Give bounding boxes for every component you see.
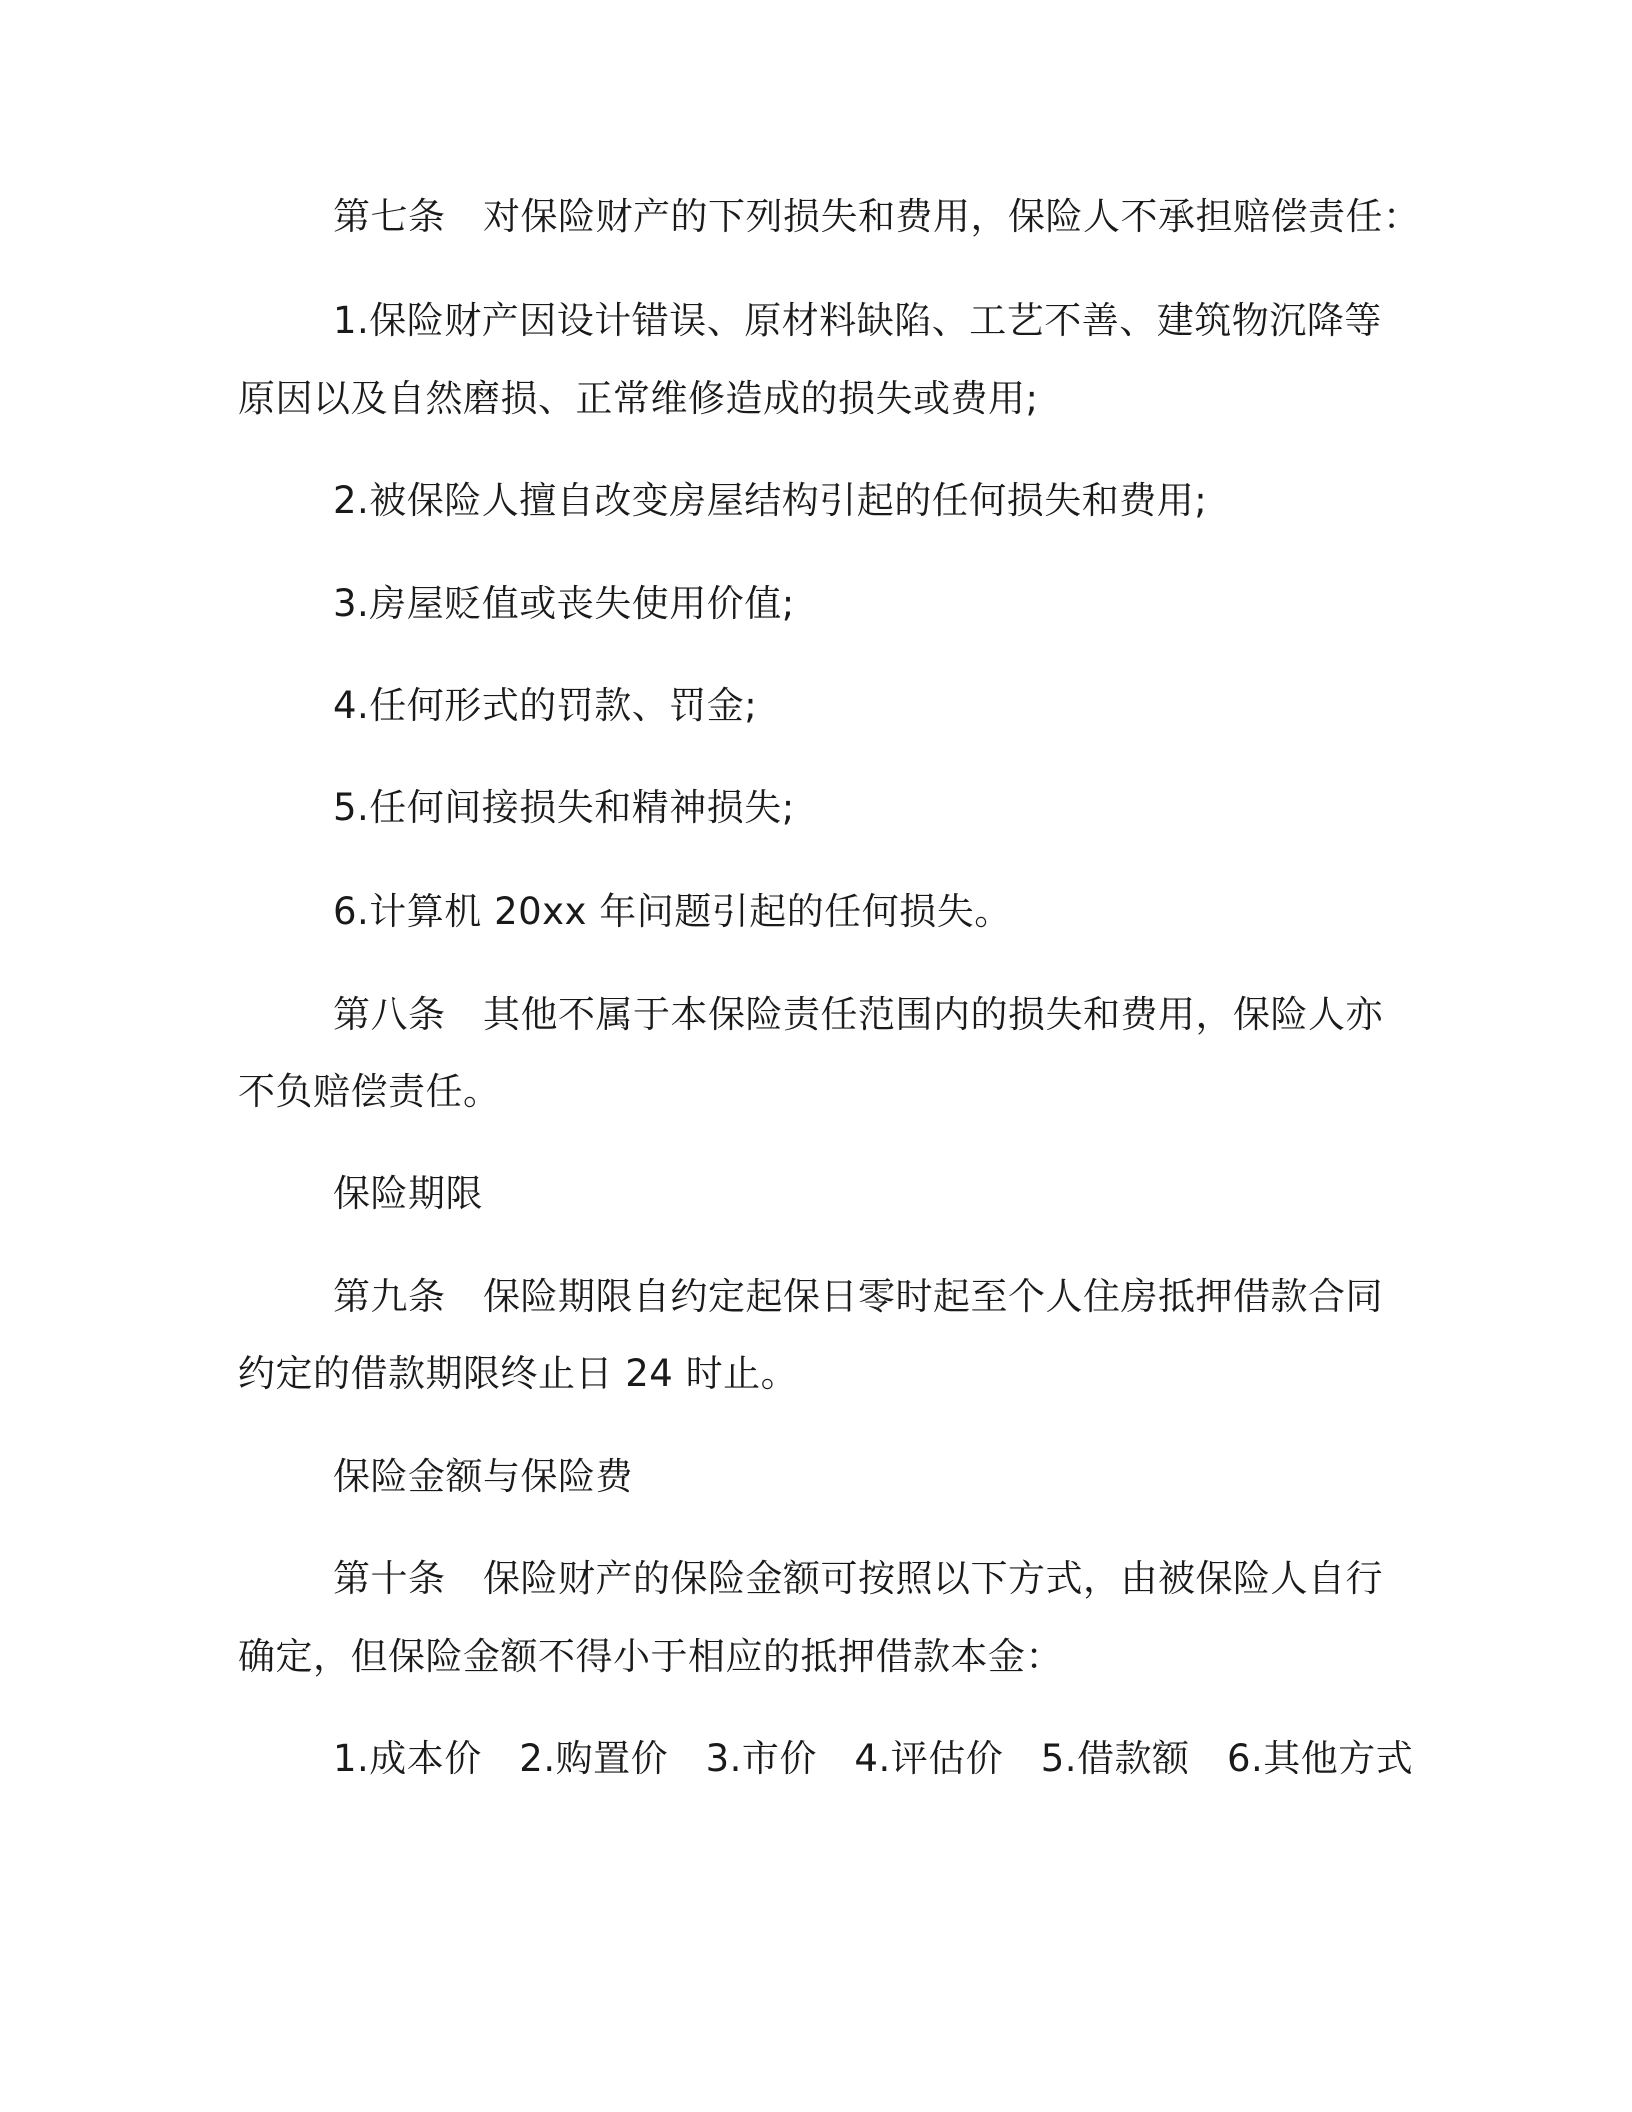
article-9-line-1: 第九条 保险期限自约定起保日零时起至个人住房抵押借款合同 <box>333 1275 1383 1318</box>
article-10-line-2: 确定，但保险金额不得小于相应的抵押借款本金： <box>238 1635 1063 1678</box>
article-9-line-2: 约定的借款期限终止日 24 时止。 <box>238 1352 799 1395</box>
article-7-item-3: 3.房屋贬值或丧失使用价值; <box>333 582 795 625</box>
article-10-line-1: 第十条 保险财产的保险金额可按照以下方式，由被保险人自行 <box>333 1557 1383 1600</box>
article-7-item-5: 5.任何间接损失和精神损失; <box>333 786 795 829</box>
article-7-item-1-line-2: 原因以及自然磨损、正常维修造成的损失或费用; <box>238 377 1039 420</box>
article-8-line-2: 不负赔偿责任。 <box>238 1070 501 1113</box>
section-heading-insurance-period: 保险期限 <box>333 1172 483 1215</box>
article-10-options: 1.成本价 2.购置价 3.市价 4.评估价 5.借款额 6.其他方式 <box>333 1737 1414 1780</box>
article-7-item-6: 6.计算机 20xx 年问题引起的任何损失。 <box>333 890 1012 933</box>
section-heading-amount-and-premium: 保险金额与保险费 <box>333 1455 633 1498</box>
article-8-line-1: 第八条 其他不属于本保险责任范围内的损失和费用，保险人亦 <box>333 993 1383 1036</box>
article-7-item-2: 2.被保险人擅自改变房屋结构引起的任何损失和费用; <box>333 479 1208 522</box>
article-7-item-1-line-1: 1.保险财产因设计错误、原材料缺陷、工艺不善、建筑物沉降等 <box>333 299 1382 342</box>
article-7-heading: 第七条 对保险财产的下列损失和费用，保险人不承担赔偿责任： <box>333 195 1421 238</box>
article-7-item-4: 4.任何形式的罚款、罚金; <box>333 684 758 727</box>
